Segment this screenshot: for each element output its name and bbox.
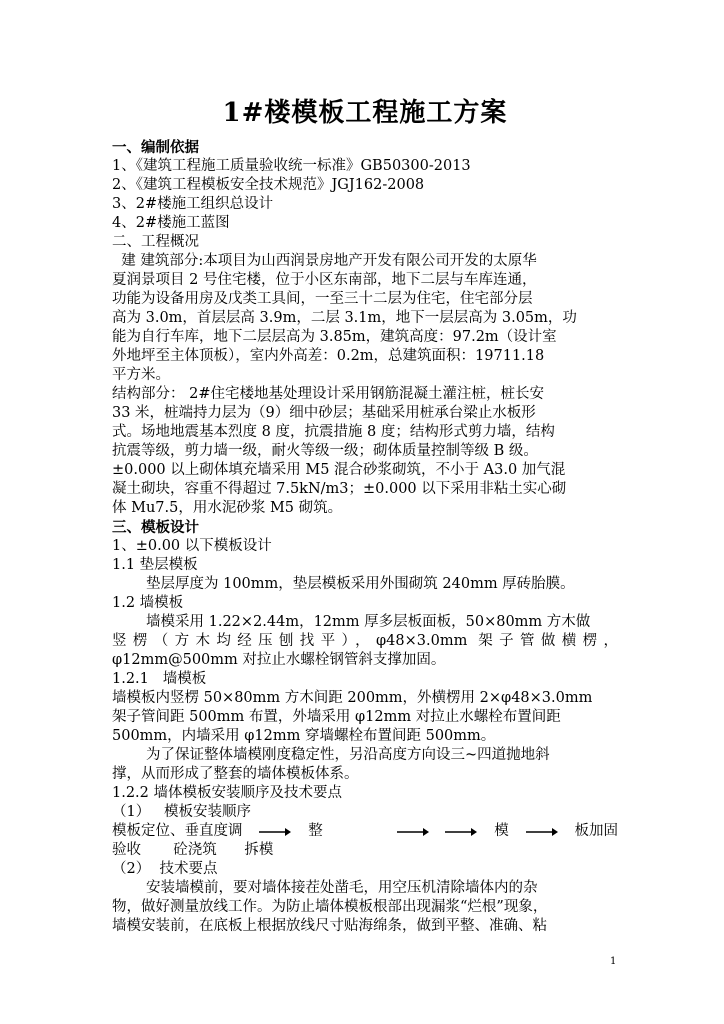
- text-line: 平方米。: [112, 367, 170, 383]
- text-line: 墙模板内竖楞 50×80mm 方木间距 200mm，外横楞用 2×φ48×3.0mm: [112, 690, 593, 706]
- text-line: 4、2#楼施工蓝图: [112, 215, 230, 231]
- text-line: 架子管间距 500mm 布置，外墙采用 φ12mm 对拉止水螺栓布置间距: [112, 709, 561, 725]
- text-line: 建 建筑部分:本项目为山西润景房地产开发有限公司开发的太原华: [112, 253, 537, 269]
- text-line: 凝土砌块，容重不得超过 7.5kN/m3；±0.000 以下采用非粘土实心砌: [112, 481, 567, 497]
- text-line: ±0.000 以上砌体填充墙采用 M5 混合砂浆砌筑，不小于 A3.0 加气混: [112, 462, 566, 478]
- text-line: 抗震等级，剪力墙一级，耐火等级一级；砌体质量控制等级 B 级。: [112, 443, 538, 459]
- arrow-right-icon: [397, 826, 429, 838]
- section-heading: 一、编制依据: [112, 139, 199, 156]
- text-line: 1.2.2 墙体模板安装顺序及技术要点: [112, 785, 343, 801]
- text-line: 3、2#楼施工组织总设计: [112, 196, 274, 212]
- flow-step: 整: [308, 823, 323, 839]
- arrow-right-icon: [259, 826, 291, 838]
- text-line: 功能为设备用房及戊类工具间，一至三十二层为住宅，住宅部分层: [112, 291, 533, 307]
- text-line: 2、《建筑工程模板安全技术规范》JGJ162-2008: [112, 177, 425, 193]
- arrow-right-icon: [445, 826, 477, 838]
- text-line: 500mm，内墙采用 φ12mm 穿墙螺栓布置间距 500mm。: [112, 728, 496, 744]
- process-flow: [112, 822, 618, 841]
- text-line: 式。场地地震基本烈度 8 度，抗震措施 8 度；结构形式剪力墙，结构: [112, 424, 555, 440]
- text-line: 竖楞（方木均经压刨找平），φ48×3.0mm 架子管做横楞，: [112, 633, 618, 649]
- text-line: 1.2 墙模板: [112, 595, 184, 611]
- text-line: 高为 3.0m，首层层高 3.9m，二层 3.1m，地下一层层高为 3.05m，功: [112, 310, 577, 326]
- text-line: 体 Mu7.5，用水泥砂浆 M5 砌筑。: [112, 500, 343, 516]
- text-line: 撑，从而形成了整套的墙体模板体系。: [112, 766, 359, 782]
- text-line: 1、±0.00 以下模板设计: [112, 538, 272, 554]
- text-line: φ12mm@500mm 对拉止水螺栓钢管斜支撑加固。: [112, 652, 446, 668]
- text-line: 外地坪至主体顶板），室内外高差：0.2m，总建筑面积：19711.18: [112, 348, 545, 364]
- document-title: 1#楼模板工程施工方案: [222, 98, 508, 128]
- text-line: 墙模采用 1.22×2.44m，12mm 厚多层板面板，50×80mm 方木做: [146, 614, 591, 630]
- text-line: 墙模安装前，在底板上根据放线尺寸贴海绵条，做到平整、准确、粘: [112, 918, 547, 934]
- text-line: 1.1 垫层模板: [112, 557, 198, 573]
- text-line: 垫层厚度为 100mm，垫层模板采用外围砌筑 240mm 厚砖胎膜。: [146, 576, 575, 592]
- section-heading: 二、工程概况: [112, 234, 199, 250]
- arrow-right-icon: [526, 826, 558, 838]
- text-line: 物，做好测量放线工作。为防止墙体模板根部出现漏浆“烂根”现象，: [112, 899, 548, 915]
- text-line: 夏润景项目 2 号住宅楼，位于小区东南部，地下二层与车库连通，: [112, 272, 537, 288]
- text-line: 结构部分： 2#住宅楼地基处理设计采用钢筋混凝土灌注桩，桩长安: [112, 386, 544, 402]
- text-line: 33 米，桩端持力层为（9）细中砂层；基础采用桩承台梁止水板形: [112, 405, 536, 421]
- text-line: 为了保证整体墙模刚度稳定性，另沿高度方向设三~四道抛地斜: [146, 747, 550, 763]
- flow-step: 模: [494, 823, 509, 839]
- text-line: 安装墙模前，要对墙体接茬处凿毛，用空压机清除墙体内的杂: [146, 880, 538, 896]
- flow-step: 模板定位、垂直度调: [112, 823, 243, 839]
- text-line: 能为自行车库，地下二层层高为 3.85m，建筑高度：97.2m（设计室: [112, 329, 557, 345]
- text-line: （2） 技术要点: [112, 861, 218, 877]
- text-line: 1.2.1 墙模板: [112, 671, 207, 687]
- page-number: 1: [610, 956, 617, 967]
- text-line: （1） 模板安装顺序: [112, 804, 252, 820]
- text-line: 验收 砼浇筑 拆模: [112, 842, 274, 858]
- text-line: 1、《建筑工程施工质量验收统一标准》GB50300-2013: [112, 158, 471, 174]
- flow-step: 板加固: [574, 823, 618, 839]
- section-heading: 三、模板设计: [112, 519, 199, 536]
